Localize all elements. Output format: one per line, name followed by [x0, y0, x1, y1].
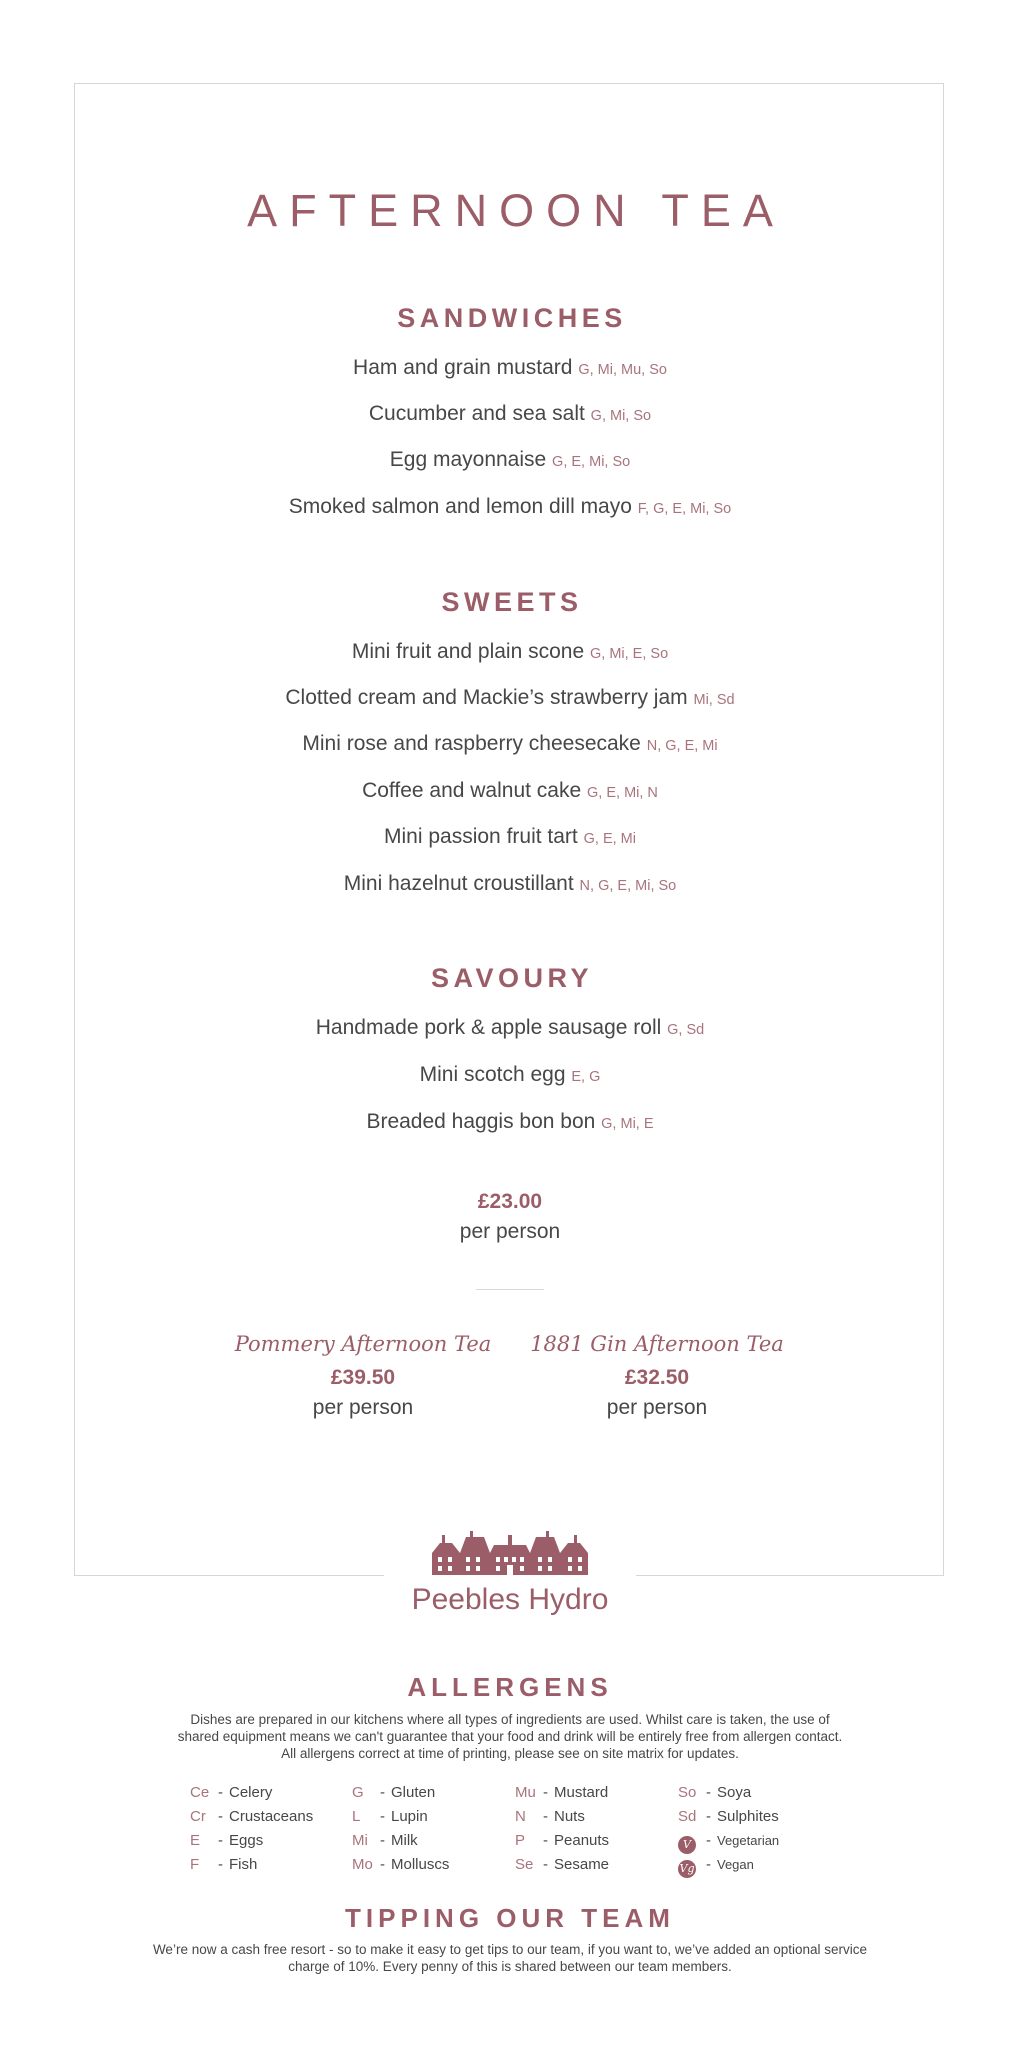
allergen-name: Mustard [554, 1784, 609, 1801]
item-name: Smoked salmon and lemon dill mayo [288, 495, 632, 518]
item-name: Cucumber and sea salt [368, 402, 585, 425]
item-allergens: G, Mi, So [590, 408, 652, 424]
allergen-code: N [515, 1808, 526, 1825]
tipping-title: TIPPING OUR TEAM [345, 1903, 675, 1933]
allergen-name: Molluscs [391, 1856, 450, 1873]
offer-title-pommery: Pommery Afternoon Tea [234, 1332, 492, 1356]
allergen-name: Vegan [717, 1857, 754, 1872]
item-name: Breaded haggis bon bon [366, 1110, 596, 1133]
allergen-key-item: Vg - Vegan [678, 1856, 754, 1878]
offer-price-pommery: £39.50 [330, 1366, 396, 1389]
item-name: Clotted cream and Mackie’s strawberry jam [285, 686, 688, 709]
menu-item [0, 1016, 1020, 1040]
allergen-code: P [515, 1832, 526, 1849]
menu-item [0, 686, 1020, 710]
logo-text-peebles: Peebles [411, 1583, 521, 1616]
allergens-title: ALLERGENS [407, 1672, 613, 1702]
item-allergens: G, Sd [667, 1022, 705, 1038]
item-allergens: G, Mi, E, So [589, 646, 669, 662]
allergen-code: G [352, 1784, 364, 1801]
offer-per-person: per person [312, 1396, 414, 1419]
allergen-code: Sd [678, 1808, 697, 1825]
item-allergens: G, E, Mi, N [587, 785, 658, 801]
tipping-text-line: charge of 10%. Every penny of this is shared between our team members. [288, 1959, 732, 1974]
menu-item [0, 1063, 1020, 1087]
allergen-key-item: Ce - Celery [190, 1784, 273, 1801]
allergen-code: Se [515, 1856, 534, 1873]
offer-title-gin: 1881 Gin Afternoon Tea [530, 1332, 784, 1356]
allergen-code: Ce [190, 1784, 210, 1801]
menu-item [0, 495, 1020, 519]
item-name: Coffee and walnut cake [362, 779, 582, 802]
item-name: Mini scotch egg [419, 1063, 566, 1086]
allergen-key-item: P - Peanuts [515, 1832, 610, 1849]
menu-item [0, 402, 1020, 426]
allergen-name: Milk [391, 1832, 418, 1849]
item-allergens: G, Mi, Mu, So [578, 362, 667, 378]
item-allergens: G, Mi, E [601, 1116, 654, 1132]
menu-item [0, 1110, 1020, 1134]
allergen-key-item: So - Soya [678, 1784, 752, 1801]
allergen-key-item: N - Nuts [515, 1808, 585, 1825]
tipping-text-line: We’re now a cash free resort - so to make it easy to get tips to our team, if you want to, we’ve added an optional service [152, 1942, 868, 1957]
item-name: Mini hazelnut croustillant [343, 872, 574, 895]
allergen-key-item: Mo - Molluscs [352, 1856, 450, 1873]
menu-item [0, 779, 1020, 803]
item-allergens: G, E, Mi [583, 831, 636, 847]
vegan-badge-icon: Vg [678, 1860, 696, 1878]
allergen-key-item: Cr - Crustaceans [190, 1808, 314, 1825]
menu-item [0, 732, 1020, 756]
divider [476, 1289, 544, 1290]
allergen-code: Cr [190, 1808, 206, 1825]
allergen-key-item: L - Lupin [352, 1808, 428, 1825]
allergen-code: F [190, 1856, 200, 1873]
item-allergens: F, G, E, Mi, So [637, 501, 732, 517]
allergen-name: Nuts [554, 1808, 585, 1825]
allergen-name: Peanuts [554, 1832, 610, 1849]
allergen-key-item: F - Fish [190, 1856, 258, 1873]
section-title-sandwiches: SANDWICHES [397, 303, 627, 333]
hotel-building-icon [430, 1531, 590, 1577]
allergen-name: Gluten [391, 1784, 436, 1801]
allergen-key-item: G - Gluten [352, 1784, 436, 1801]
price: £23.00 [477, 1190, 543, 1213]
allergen-key-item: Mu - Mustard [515, 1784, 609, 1801]
allergen-key-item: E - Eggs [190, 1832, 264, 1849]
allergen-code: Mu [515, 1784, 536, 1801]
vegetarian-badge-icon: V [678, 1836, 696, 1854]
allergen-name: Vegetarian [717, 1833, 780, 1848]
allergen-name: Sesame [554, 1856, 610, 1873]
allergen-key-item: Se - Sesame [515, 1856, 610, 1873]
menu-item [0, 448, 1020, 472]
offer-per-person: per person [606, 1396, 708, 1419]
allergen-key-item: V - Vegetarian [678, 1832, 779, 1854]
allergen-code: Mi [352, 1832, 368, 1849]
allergen-code: E [190, 1832, 201, 1849]
item-allergens: N, G, E, Mi [646, 738, 718, 754]
item-allergens: E, G [571, 1069, 601, 1085]
item-allergens: N, G, E, Mi, So [579, 878, 677, 894]
item-name: Mini fruit and plain scone [351, 640, 585, 663]
item-name: Handmade pork & apple sausage roll [315, 1016, 662, 1039]
allergens-text-line: Dishes are prepared in our kitchens where all types of ingredients are used. Whilst care is taken, the use of [190, 1712, 830, 1727]
logo-text-hydro: Hydro [528, 1583, 609, 1616]
logo-wordmark [0, 1583, 1020, 1617]
allergen-key-item: Sd - Sulphites [678, 1808, 779, 1825]
item-name: Egg mayonnaise [389, 448, 547, 471]
allergen-name: Soya [717, 1784, 752, 1801]
offer-price-gin: £32.50 [624, 1366, 690, 1389]
item-name: Mini passion fruit tart [384, 825, 578, 848]
allergen-name: Eggs [229, 1832, 264, 1849]
item-allergens: G, E, Mi, So [552, 454, 631, 470]
allergen-code: L [352, 1808, 361, 1825]
allergen-code: Mo [352, 1856, 373, 1873]
allergen-name: Celery [229, 1784, 273, 1801]
menu-item [0, 640, 1020, 664]
allergen-name: Crustaceans [229, 1808, 314, 1825]
menu-item [0, 825, 1020, 849]
allergens-text-line: All allergens correct at time of printing, please see on site matrix for updates. [281, 1746, 739, 1761]
section-title-savoury: SAVOURY [430, 963, 594, 993]
per-person-label: per person [459, 1220, 561, 1243]
item-name: Ham and grain mustard [353, 356, 573, 379]
allergen-code: So [678, 1784, 697, 1801]
menu-item [0, 356, 1020, 380]
allergen-name: Lupin [391, 1808, 428, 1825]
menu-item [0, 872, 1020, 896]
section-title-sweets: SWEETS [441, 587, 583, 617]
allergen-key-item: Mi - Milk [352, 1832, 418, 1849]
allergens-text-line: shared equipment means we can't guarantee that your food and drink will be entirely free from allergen contact. [177, 1729, 843, 1744]
item-allergens: Mi, Sd [693, 692, 735, 708]
item-name: Mini rose and raspberry cheesecake [302, 732, 641, 755]
allergen-name: Sulphites [717, 1808, 779, 1825]
menu-title: AFTERNOON TEA [247, 185, 785, 236]
allergen-name: Fish [229, 1856, 258, 1873]
